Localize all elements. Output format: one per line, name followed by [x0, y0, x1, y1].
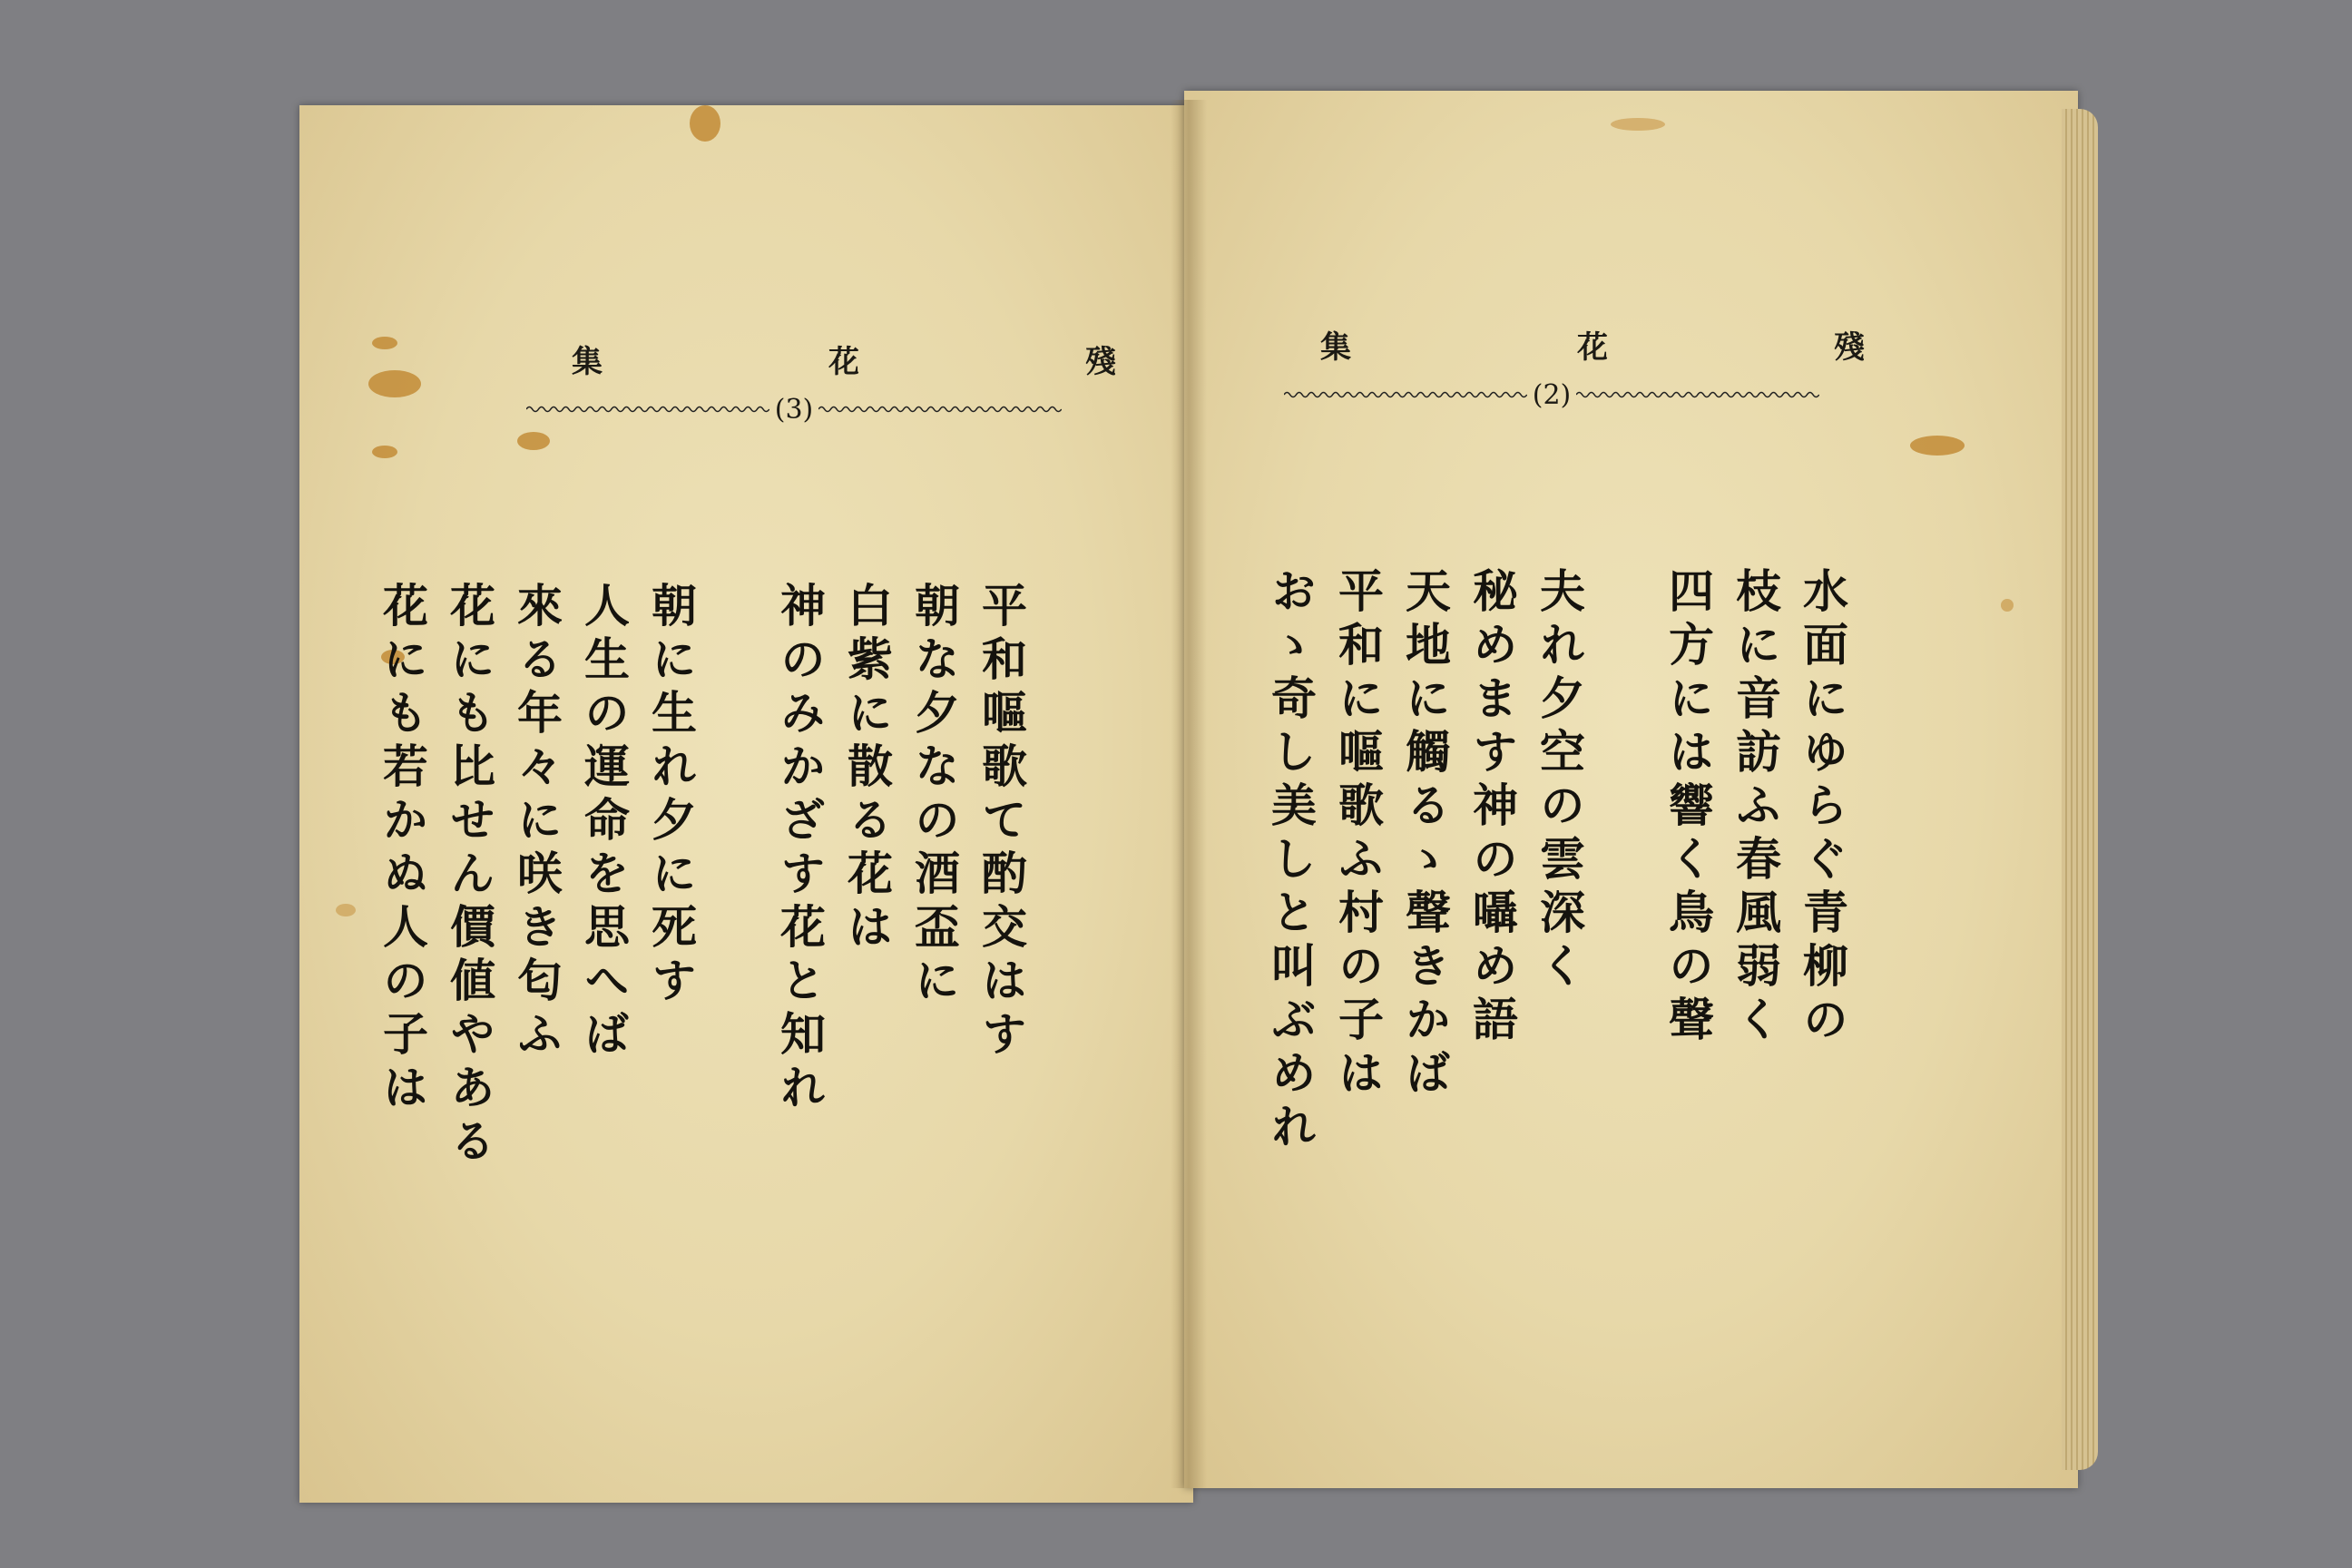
running-head-char: 集	[1320, 329, 1351, 366]
page-edges	[2062, 109, 2098, 1470]
poem-line: 秘めます神の囁め語	[1465, 567, 1519, 1049]
stanza	[766, 582, 1034, 1235]
running-head-char: 花	[828, 344, 859, 380]
running-head-char: 集	[572, 344, 603, 380]
header-rule	[1284, 378, 1819, 411]
header-rule	[526, 393, 1062, 426]
running-head	[572, 337, 1116, 391]
poem-line: 枝に音訪ふ春風弱く	[1729, 567, 1782, 1049]
stain	[372, 446, 397, 458]
poem-line: 花にも若かぬ人の子は	[376, 582, 429, 1117]
stanza	[368, 582, 704, 1235]
stain	[372, 337, 397, 349]
stanza	[1654, 567, 1856, 1220]
poem-line: 四方には響く鳥の聲	[1661, 567, 1715, 1049]
book-gutter	[1171, 100, 1207, 1488]
poem-line: 朝な夕なの酒盃に	[907, 582, 961, 1010]
poem-line: 神のみかざす花と知れ	[773, 582, 827, 1117]
wave-ornament	[1284, 389, 1527, 400]
poem-line: おゝ奇し美しと叫ぶめれ	[1264, 567, 1318, 1156]
poem-line: 人生の運命を思へば	[577, 582, 631, 1063]
poem-line: 水面にゆらぐ青柳の	[1796, 567, 1849, 1049]
wave-ornament	[818, 404, 1062, 415]
poem-line: 平和嘔歌て酌交はす	[975, 582, 1028, 1063]
stain	[517, 432, 550, 450]
running-head	[1320, 322, 1865, 377]
running-head-char: 殘	[1085, 344, 1116, 380]
stain	[1611, 118, 1665, 131]
running-head-char: 殘	[1834, 329, 1865, 366]
poem-line: 白紫に散る花は	[840, 582, 894, 956]
stain	[690, 105, 720, 142]
page-number: (3)	[774, 393, 814, 426]
poem-line: 花にも比せん價値やある	[443, 582, 496, 1171]
page-number: (2)	[1532, 378, 1572, 411]
poem-text	[1264, 567, 1856, 1220]
poem-line: 平和に嘔歌ふ村の子は	[1331, 567, 1385, 1102]
poem-line: 夫れ夕空の雲深く	[1533, 567, 1586, 995]
wave-ornament	[1576, 389, 1819, 400]
running-head-char: 花	[1577, 329, 1608, 366]
left-page	[299, 105, 1193, 1503]
stain	[336, 904, 356, 916]
open-book	[299, 91, 2105, 1497]
right-page	[1184, 91, 2078, 1488]
poem-text	[376, 582, 1034, 1235]
stain	[2001, 599, 2014, 612]
stain	[1910, 436, 1965, 456]
wave-ornament	[526, 404, 769, 415]
poem-line: 朝に生れ夕に死す	[644, 582, 698, 1010]
poem-line: 來る年々に咲き匂ふ	[510, 582, 564, 1063]
poem-line: 天地に觸るゝ聲きかば	[1398, 567, 1452, 1102]
stain	[368, 370, 421, 397]
stanza	[1257, 567, 1592, 1220]
